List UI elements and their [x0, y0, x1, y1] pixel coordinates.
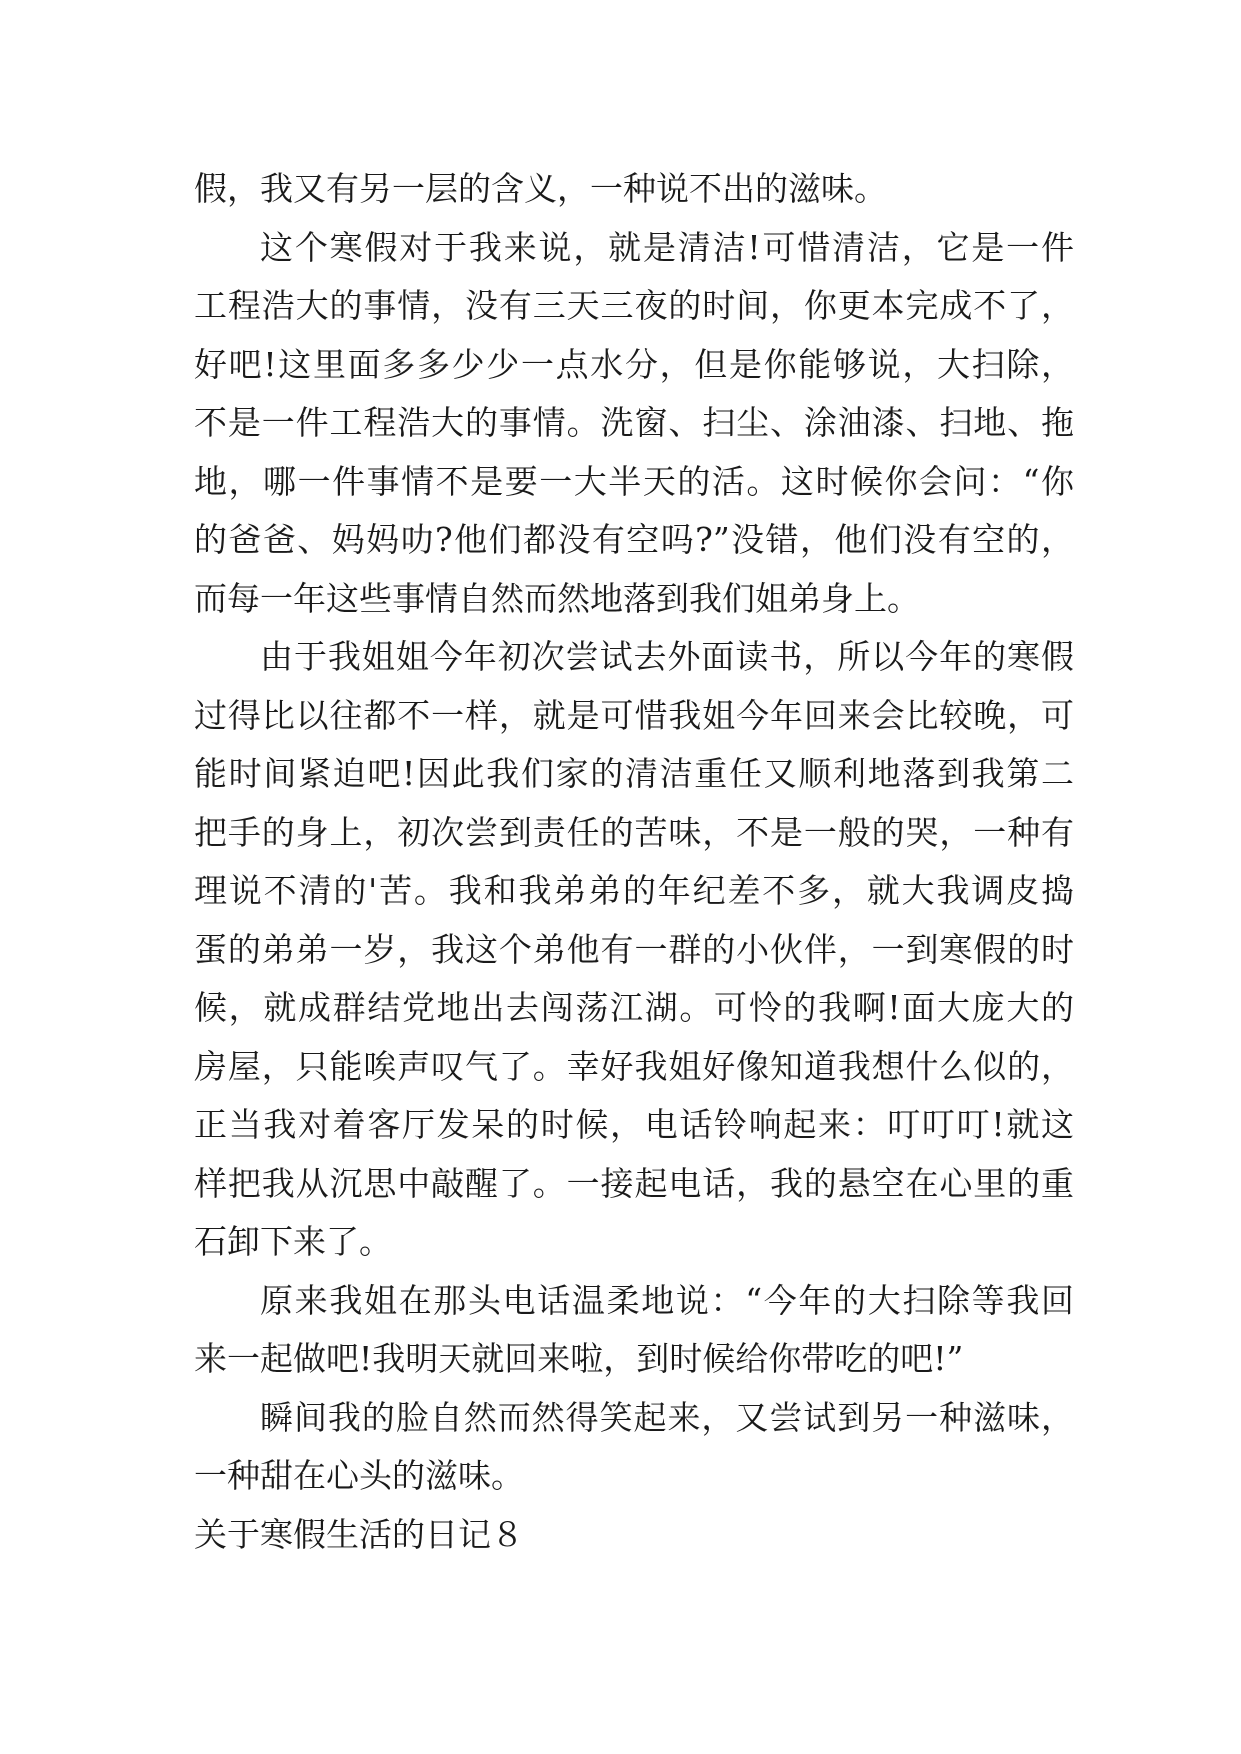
paragraph-1-line-1: 假，我又有另一层的含义，一种说不出的滋味。: [194, 169, 887, 208]
paragraph-3-line-8: 房屋，只能唉声叹气了。幸好我姐好像知道我想什么似的，: [194, 1046, 1074, 1086]
paragraph-5-line-1: 瞬间我的脸自然而然得笑起来，又尝试到另一种滋味，: [260, 1397, 1074, 1437]
paragraph-4-line-2: 来一起做吧!我明天就回来啦，到时候给你带吃的吧!”: [194, 1339, 964, 1378]
paragraph-2-line-1: 这个寒假对于我来说，就是清洁!可惜清洁，它是一件: [260, 227, 1074, 267]
paragraph-3-line-11: 石卸下来了。: [194, 1222, 392, 1261]
paragraph-5-line-2: 一种甜在心头的滋味。: [194, 1456, 524, 1495]
paragraph-3-line-3: 能时间紧迫吧!因此我们家的清洁重任又顺利地落到我第二: [194, 754, 1074, 793]
paragraph-3-line-4: 把手的身上，初次尝到责任的苦味，不是一般的哭，一种有: [194, 812, 1074, 852]
paragraph-3-line-2: 过得比以往都不一样，就是可惜我姐今年回来会比较晚，可: [194, 695, 1074, 735]
paragraph-3-line-6: 蛋的弟弟一岁，我这个弟他有一群的小伙伴，一到寒假的时: [194, 929, 1074, 969]
paragraph-3-line-1: 由于我姐姐今年初次尝试去外面读书，所以今年的寒假: [260, 637, 1074, 676]
paragraph-2-line-5: 地，哪一件事情不是要一大半天的活。这时候你会问：“你: [194, 461, 1074, 501]
paragraph-2-line-4: 不是一件工程浩大的事情。洗窗、扫尘、涂油漆、扫地、拖: [194, 403, 1074, 442]
document-body: [194, 160, 1074, 1564]
paragraph-2-line-6: 的爸爸、妈妈叻?他们都没有空吗?”没错，他们没有空的，: [194, 520, 1074, 559]
paragraph-2-line-2: 工程浩大的事情，没有三天三夜的时间，你更本完成不了，: [194, 286, 1074, 325]
paragraph-2-line-3: 好吧!这里面多多少少一点水分，但是你能够说，大扫除，: [194, 344, 1074, 384]
paragraph-2-line-7: 而每一年这些事情自然而然地落到我们姐弟身上。: [194, 578, 920, 618]
paragraph-3-line-9: 正当我对着客厅发呆的时候，电话铃响起来：叮叮叮!就这: [194, 1105, 1074, 1144]
paragraph-3-line-5: 理说不清的'苦。我和我弟弟的年纪差不多，就大我调皮捣: [194, 871, 1074, 910]
section-heading: 关于寒假生活的日记８: [194, 1514, 524, 1554]
paragraph-3-line-10: 样把我从沉思中敲醒了。一接起电话，我的悬空在心里的重: [194, 1163, 1074, 1203]
paragraph-3-line-7: 候，就成群结党地出去闯荡江湖。可怜的我啊!面大庞大的: [194, 988, 1074, 1027]
paragraph-4-line-1: 原来我姐在那头电话温柔地说：“今年的大扫除等我回: [260, 1280, 1074, 1320]
